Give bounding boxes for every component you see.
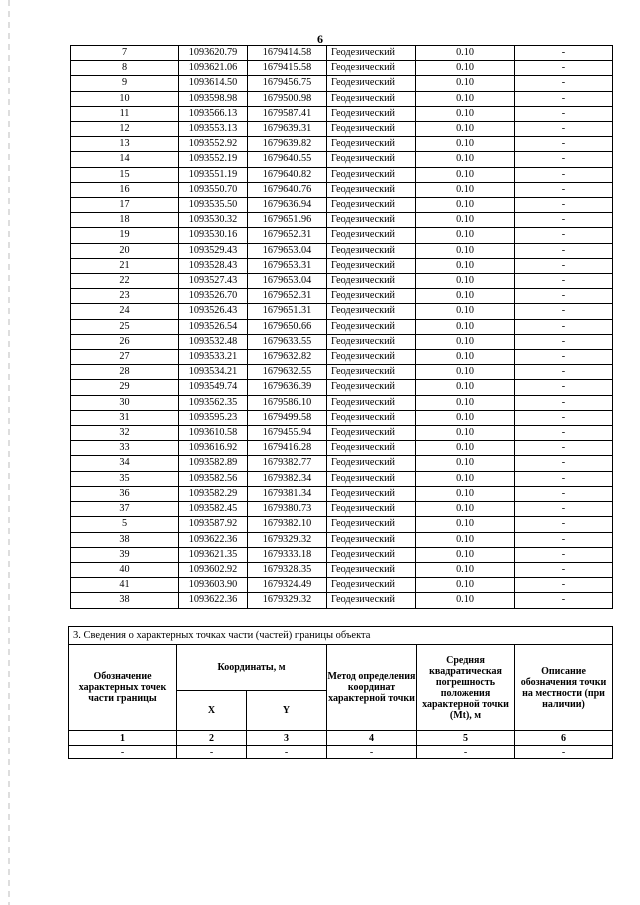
description-cell: - — [515, 380, 613, 395]
method-cell: Геодезический — [327, 319, 416, 334]
point-number-cell: 40 — [71, 562, 179, 577]
coordinate-x-cell: 1093530.32 — [179, 213, 248, 228]
header-y: Y — [247, 691, 327, 731]
coordinate-y-cell: 1679640.55 — [248, 152, 327, 167]
coordinate-y-cell: 1679633.55 — [248, 334, 327, 349]
table-row — [71, 137, 613, 152]
coordinate-y-cell: 1679653.04 — [248, 243, 327, 258]
table-row — [71, 395, 613, 410]
coordinate-y-cell: 1679632.82 — [248, 350, 327, 365]
description-cell: - — [515, 106, 613, 121]
header-method: Метод определения координат характерной точки — [327, 645, 417, 731]
coordinate-y-cell: 1679500.98 — [248, 91, 327, 106]
method-cell: Геодезический — [327, 395, 416, 410]
mean-error-cell: 0.10 — [416, 350, 515, 365]
mean-error-cell: 0.10 — [416, 395, 515, 410]
description-cell: - — [515, 122, 613, 137]
description-cell: - — [515, 426, 613, 441]
method-cell: Геодезический — [327, 502, 416, 517]
method-cell: Геодезический — [327, 593, 416, 608]
coordinate-x-cell: 1093622.36 — [179, 532, 248, 547]
point-number-cell: 24 — [71, 304, 179, 319]
mean-error-cell: 0.10 — [416, 486, 515, 501]
point-number-cell: 26 — [71, 334, 179, 349]
mean-error-cell: 0.10 — [416, 456, 515, 471]
coordinate-x-cell: 1093526.43 — [179, 304, 248, 319]
table-row — [71, 304, 613, 319]
coordinate-y-cell: 1679455.94 — [248, 426, 327, 441]
coordinate-x-cell: 1093582.45 — [179, 502, 248, 517]
column-number: 4 — [327, 731, 417, 746]
description-cell: - — [515, 319, 613, 334]
coordinate-x-cell: 1093598.98 — [179, 91, 248, 106]
description-cell: - — [515, 441, 613, 456]
section3-title: 3. Сведения о характерных точках части (частей) границы объекта — [69, 627, 613, 645]
point-number-cell: 21 — [71, 258, 179, 273]
point-number-cell: 17 — [71, 198, 179, 213]
method-cell: Геодезический — [327, 46, 416, 61]
method-cell: Геодезический — [327, 304, 416, 319]
point-number-cell: 20 — [71, 243, 179, 258]
description-cell: - — [515, 289, 613, 304]
description-cell: - — [515, 532, 613, 547]
description-cell: - — [515, 562, 613, 577]
table-row — [71, 319, 613, 334]
empty-cell: - — [327, 746, 417, 759]
table-row — [71, 289, 613, 304]
method-cell: Геодезический — [327, 228, 416, 243]
mean-error-cell: 0.10 — [416, 122, 515, 137]
coordinate-x-cell: 1093587.92 — [179, 517, 248, 532]
description-cell: - — [515, 502, 613, 517]
table-row — [71, 486, 613, 501]
empty-cell: - — [177, 746, 247, 759]
coordinate-x-cell: 1093614.50 — [179, 76, 248, 91]
table-row — [71, 213, 613, 228]
point-number-cell: 9 — [71, 76, 179, 91]
point-number-cell: 15 — [71, 167, 179, 182]
description-cell: - — [515, 152, 613, 167]
method-cell: Геодезический — [327, 334, 416, 349]
coordinate-x-cell: 1093582.56 — [179, 471, 248, 486]
coordinate-x-cell: 1093603.90 — [179, 578, 248, 593]
table-row — [71, 334, 613, 349]
mean-error-cell: 0.10 — [416, 106, 515, 121]
coordinate-y-cell: 1679333.18 — [248, 547, 327, 562]
column-number: 3 — [247, 731, 327, 746]
description-cell: - — [515, 410, 613, 425]
coordinate-y-cell: 1679651.31 — [248, 304, 327, 319]
point-number-cell: 23 — [71, 289, 179, 304]
mean-error-cell: 0.10 — [416, 441, 515, 456]
table-row — [71, 426, 613, 441]
description-cell: - — [515, 517, 613, 532]
description-cell: - — [515, 304, 613, 319]
coordinate-x-cell: 1093621.06 — [179, 61, 248, 76]
coordinate-y-cell: 1679382.34 — [248, 471, 327, 486]
coordinate-y-cell: 1679650.66 — [248, 319, 327, 334]
mean-error-cell: 0.10 — [416, 228, 515, 243]
table-row — [71, 274, 613, 289]
mean-error-cell: 0.10 — [416, 426, 515, 441]
method-cell: Геодезический — [327, 213, 416, 228]
method-cell: Геодезический — [327, 243, 416, 258]
mean-error-cell: 0.10 — [416, 578, 515, 593]
point-number-cell: 10 — [71, 91, 179, 106]
table-row — [71, 152, 613, 167]
description-cell: - — [515, 46, 613, 61]
coordinate-y-cell: 1679382.10 — [248, 517, 327, 532]
point-number-cell: 41 — [71, 578, 179, 593]
mean-error-cell: 0.10 — [416, 182, 515, 197]
scan-edge-artifact — [8, 0, 10, 905]
point-number-cell: 38 — [71, 532, 179, 547]
mean-error-cell: 0.10 — [416, 61, 515, 76]
description-cell: - — [515, 137, 613, 152]
coordinate-x-cell: 1093533.21 — [179, 350, 248, 365]
mean-error-cell: 0.10 — [416, 502, 515, 517]
coordinate-x-cell: 1093535.50 — [179, 198, 248, 213]
mean-error-cell: 0.10 — [416, 593, 515, 608]
point-number-cell: 31 — [71, 410, 179, 425]
table-row — [71, 122, 613, 137]
column-number: 2 — [177, 731, 247, 746]
coordinate-x-cell: 1093602.92 — [179, 562, 248, 577]
coordinate-x-cell: 1093582.29 — [179, 486, 248, 501]
coordinate-x-cell: 1093620.79 — [179, 46, 248, 61]
description-cell: - — [515, 350, 613, 365]
coordinate-x-cell: 1093566.13 — [179, 106, 248, 121]
coordinate-x-cell: 1093582.89 — [179, 456, 248, 471]
point-number-cell: 18 — [71, 213, 179, 228]
empty-cell: - — [69, 746, 177, 759]
method-cell: Геодезический — [327, 350, 416, 365]
coordinate-x-cell: 1093622.36 — [179, 593, 248, 608]
description-cell: - — [515, 91, 613, 106]
method-cell: Геодезический — [327, 486, 416, 501]
description-cell: - — [515, 334, 613, 349]
coordinate-y-cell: 1679416.28 — [248, 441, 327, 456]
coordinate-x-cell: 1093610.58 — [179, 426, 248, 441]
coordinate-y-cell: 1679653.04 — [248, 274, 327, 289]
point-number-cell: 29 — [71, 380, 179, 395]
table-row — [71, 471, 613, 486]
method-cell: Геодезический — [327, 517, 416, 532]
coordinate-x-cell: 1093532.48 — [179, 334, 248, 349]
coordinate-x-cell: 1093562.35 — [179, 395, 248, 410]
mean-error-cell: 0.10 — [416, 334, 515, 349]
table-row — [71, 258, 613, 273]
coordinate-x-cell: 1093526.54 — [179, 319, 248, 334]
point-number-cell: 37 — [71, 502, 179, 517]
table-row — [71, 502, 613, 517]
coordinate-y-cell: 1679329.32 — [248, 532, 327, 547]
coordinate-y-cell: 1679652.31 — [248, 228, 327, 243]
table-row — [71, 517, 613, 532]
description-cell: - — [515, 395, 613, 410]
table-row — [71, 365, 613, 380]
table-row — [71, 46, 613, 61]
method-cell: Геодезический — [327, 578, 416, 593]
point-number-cell: 25 — [71, 319, 179, 334]
empty-cell: - — [417, 746, 515, 759]
mean-error-cell: 0.10 — [416, 213, 515, 228]
point-number-cell: 22 — [71, 274, 179, 289]
point-number-cell: 34 — [71, 456, 179, 471]
table-row — [71, 532, 613, 547]
description-cell: - — [515, 61, 613, 76]
mean-error-cell: 0.10 — [416, 137, 515, 152]
method-cell: Геодезический — [327, 456, 416, 471]
description-cell: - — [515, 182, 613, 197]
coordinate-y-cell: 1679587.41 — [248, 106, 327, 121]
method-cell: Геодезический — [327, 167, 416, 182]
mean-error-cell: 0.10 — [416, 198, 515, 213]
boundary-points-table — [70, 45, 613, 609]
method-cell: Геодезический — [327, 137, 416, 152]
coordinate-x-cell: 1093551.19 — [179, 167, 248, 182]
coordinate-y-cell: 1679639.82 — [248, 137, 327, 152]
mean-error-cell: 0.10 — [416, 243, 515, 258]
table-row — [71, 228, 613, 243]
description-cell: - — [515, 76, 613, 91]
coordinate-x-cell: 1093528.43 — [179, 258, 248, 273]
method-cell: Геодезический — [327, 182, 416, 197]
coordinate-x-cell: 1093595.23 — [179, 410, 248, 425]
point-number-cell: 8 — [71, 61, 179, 76]
method-cell: Геодезический — [327, 365, 416, 380]
table-row — [71, 91, 613, 106]
method-cell: Геодезический — [327, 91, 416, 106]
coordinate-x-cell: 1093552.92 — [179, 137, 248, 152]
coordinate-x-cell: 1093553.13 — [179, 122, 248, 137]
description-cell: - — [515, 471, 613, 486]
point-number-cell: 11 — [71, 106, 179, 121]
coordinate-y-cell: 1679651.96 — [248, 213, 327, 228]
empty-cell: - — [247, 746, 327, 759]
method-cell: Геодезический — [327, 426, 416, 441]
mean-error-cell: 0.10 — [416, 76, 515, 91]
point-number-cell: 32 — [71, 426, 179, 441]
method-cell: Геодезический — [327, 410, 416, 425]
mean-error-cell: 0.10 — [416, 380, 515, 395]
coordinate-y-cell: 1679381.34 — [248, 486, 327, 501]
method-cell: Геодезический — [327, 198, 416, 213]
point-number-cell: 38 — [71, 593, 179, 608]
description-cell: - — [515, 274, 613, 289]
mean-error-cell: 0.10 — [416, 562, 515, 577]
coordinate-y-cell: 1679653.31 — [248, 258, 327, 273]
coordinate-y-cell: 1679636.39 — [248, 380, 327, 395]
coordinate-y-cell: 1679456.75 — [248, 76, 327, 91]
table-row — [71, 547, 613, 562]
description-cell: - — [515, 228, 613, 243]
table-row — [71, 198, 613, 213]
description-cell: - — [515, 547, 613, 562]
method-cell: Геодезический — [327, 289, 416, 304]
mean-error-cell: 0.10 — [416, 410, 515, 425]
point-number-cell: 28 — [71, 365, 179, 380]
column-number: 6 — [515, 731, 613, 746]
method-cell: Геодезический — [327, 532, 416, 547]
method-cell: Геодезический — [327, 152, 416, 167]
point-number-cell: 30 — [71, 395, 179, 410]
point-number-cell: 36 — [71, 486, 179, 501]
coordinate-y-cell: 1679324.49 — [248, 578, 327, 593]
boundary-points-body — [71, 46, 613, 609]
coordinate-y-cell: 1679640.82 — [248, 167, 327, 182]
table-row — [71, 593, 613, 608]
coordinate-x-cell: 1093526.70 — [179, 289, 248, 304]
header-x: X — [177, 691, 247, 731]
method-cell: Геодезический — [327, 106, 416, 121]
coordinate-y-cell: 1679415.58 — [248, 61, 327, 76]
method-cell: Геодезический — [327, 562, 416, 577]
point-number-cell: 7 — [71, 46, 179, 61]
mean-error-cell: 0.10 — [416, 517, 515, 532]
point-number-cell: 13 — [71, 137, 179, 152]
table-row — [71, 106, 613, 121]
table-row — [71, 562, 613, 577]
section3-table — [68, 626, 613, 759]
description-cell: - — [515, 243, 613, 258]
header-coordinates: Координаты, м — [177, 645, 327, 691]
method-cell: Геодезический — [327, 258, 416, 273]
table-row — [71, 61, 613, 76]
coordinate-y-cell: 1679639.31 — [248, 122, 327, 137]
table-row — [71, 76, 613, 91]
mean-error-cell: 0.10 — [416, 152, 515, 167]
description-cell: - — [515, 486, 613, 501]
page-number: 6 — [317, 32, 323, 46]
coordinate-y-cell: 1679652.31 — [248, 289, 327, 304]
coordinate-x-cell: 1093529.43 — [179, 243, 248, 258]
coordinate-y-cell: 1679329.32 — [248, 593, 327, 608]
header-designation: Обозначение характерных точек части границы — [69, 645, 177, 731]
mean-error-cell: 0.10 — [416, 547, 515, 562]
point-number-cell: 5 — [71, 517, 179, 532]
mean-error-cell: 0.10 — [416, 471, 515, 486]
point-number-cell: 33 — [71, 441, 179, 456]
point-number-cell: 35 — [71, 471, 179, 486]
mean-error-cell: 0.10 — [416, 304, 515, 319]
coordinate-x-cell: 1093530.16 — [179, 228, 248, 243]
mean-error-cell: 0.10 — [416, 274, 515, 289]
header-mean-error: Средняя квадратическая погрешность положения характерной точки (Мt), м — [417, 645, 515, 731]
coordinate-x-cell: 1093550.70 — [179, 182, 248, 197]
coordinate-y-cell: 1679586.10 — [248, 395, 327, 410]
coordinate-y-cell: 1679640.76 — [248, 182, 327, 197]
table-row — [71, 380, 613, 395]
method-cell: Геодезический — [327, 274, 416, 289]
point-number-cell: 19 — [71, 228, 179, 243]
description-cell: - — [515, 258, 613, 273]
coordinate-x-cell: 1093534.21 — [179, 365, 248, 380]
method-cell: Геодезический — [327, 76, 416, 91]
coordinate-x-cell: 1093616.92 — [179, 441, 248, 456]
method-cell: Геодезический — [327, 547, 416, 562]
coordinate-y-cell: 1679414.58 — [248, 46, 327, 61]
table-row — [71, 350, 613, 365]
table-row — [71, 167, 613, 182]
method-cell: Геодезический — [327, 471, 416, 486]
coordinate-y-cell: 1679632.55 — [248, 365, 327, 380]
point-number-cell: 12 — [71, 122, 179, 137]
mean-error-cell: 0.10 — [416, 289, 515, 304]
column-number: 5 — [417, 731, 515, 746]
description-cell: - — [515, 365, 613, 380]
column-number: 1 — [69, 731, 177, 746]
method-cell: Геодезический — [327, 441, 416, 456]
mean-error-cell: 0.10 — [416, 46, 515, 61]
mean-error-cell: 0.10 — [416, 167, 515, 182]
coordinate-y-cell: 1679636.94 — [248, 198, 327, 213]
point-number-cell: 39 — [71, 547, 179, 562]
description-cell: - — [515, 593, 613, 608]
description-cell: - — [515, 578, 613, 593]
coordinate-x-cell: 1093621.35 — [179, 547, 248, 562]
point-number-cell: 16 — [71, 182, 179, 197]
coordinate-y-cell: 1679380.73 — [248, 502, 327, 517]
table-row — [71, 578, 613, 593]
point-number-cell: 14 — [71, 152, 179, 167]
empty-cell: - — [515, 746, 613, 759]
coordinate-x-cell: 1093552.19 — [179, 152, 248, 167]
coordinate-y-cell: 1679382.77 — [248, 456, 327, 471]
coordinate-x-cell: 1093549.74 — [179, 380, 248, 395]
description-cell: - — [515, 167, 613, 182]
coordinate-y-cell: 1679328.35 — [248, 562, 327, 577]
mean-error-cell: 0.10 — [416, 532, 515, 547]
mean-error-cell: 0.10 — [416, 91, 515, 106]
coordinate-y-cell: 1679499.58 — [248, 410, 327, 425]
mean-error-cell: 0.10 — [416, 319, 515, 334]
description-cell: - — [515, 198, 613, 213]
method-cell: Геодезический — [327, 61, 416, 76]
table-row — [71, 182, 613, 197]
description-cell: - — [515, 456, 613, 471]
method-cell: Геодезический — [327, 122, 416, 137]
mean-error-cell: 0.10 — [416, 365, 515, 380]
table-row — [71, 456, 613, 471]
method-cell: Геодезический — [327, 380, 416, 395]
mean-error-cell: 0.10 — [416, 258, 515, 273]
header-description: Описание обозначения точки на местности (при наличии) — [515, 645, 613, 731]
table-row — [71, 243, 613, 258]
table-row — [71, 410, 613, 425]
point-number-cell: 27 — [71, 350, 179, 365]
table-row — [71, 441, 613, 456]
coordinate-x-cell: 1093527.43 — [179, 274, 248, 289]
description-cell: - — [515, 213, 613, 228]
